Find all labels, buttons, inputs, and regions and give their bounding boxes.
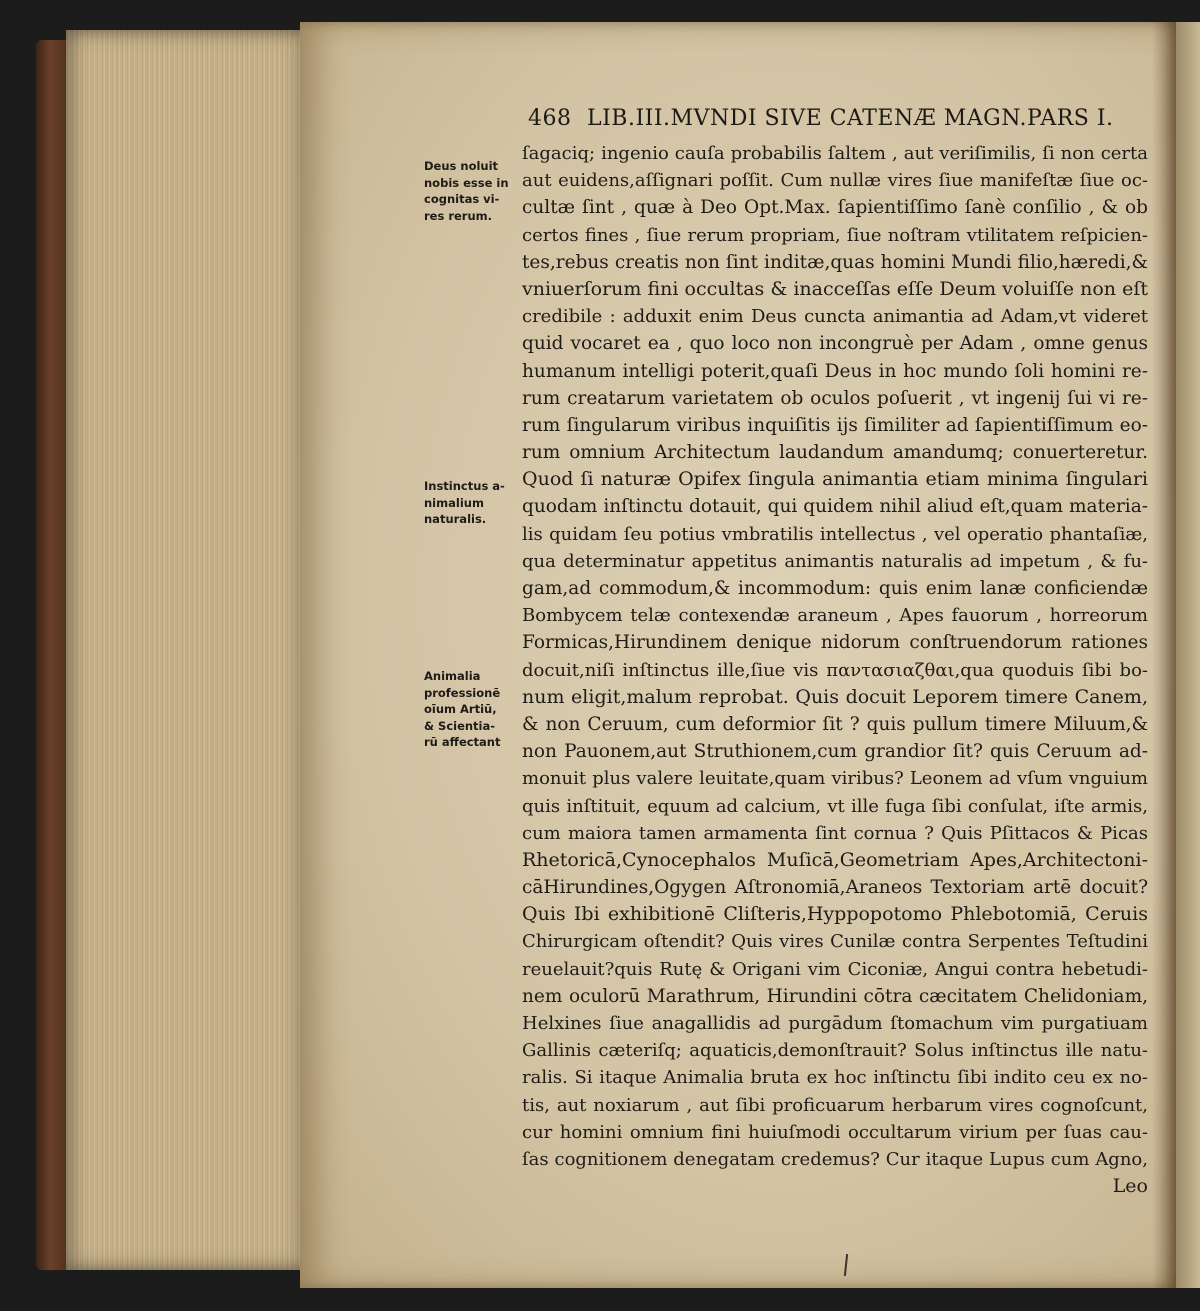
text-line: cāHirundines,Ogygen Aſtronomiā,Araneos Textoriam artē docuit? <box>522 877 1148 899</box>
text-line: Bombycem telæ contexendæ araneum , Apes fauorum , horreorum <box>522 605 1148 627</box>
margin-note-line: Animalia <box>424 669 481 683</box>
margin-note-line: nobis esse in <box>424 175 509 190</box>
text-line: quis inſtituit, equum ad calcium, vt ille fuga ſibi conſulat, iſte armis, <box>522 795 1148 817</box>
facing-page-edge <box>1176 22 1200 1288</box>
text-line: Gallinis cæteriſq; aquaticis,demonſtrauit? Solus inſtinctus ille natu- <box>522 1040 1148 1062</box>
text-line: gam,ad commodum,& incommodum: quis enim lanæ conficiendæ <box>522 578 1148 599</box>
text-line: quid vocaret ea , quo loco non incongruè per Adam , omne genus <box>522 333 1148 355</box>
book-page <box>300 22 1176 1288</box>
running-title: LIB.III.MVNDI SIVE CATENÆ MAGN.PARS I. <box>587 106 1114 131</box>
text-line: aut euidens,aſſignari poſſit. Cum nullæ vires ſiue manifeſtæ ſiue oc- <box>522 170 1148 192</box>
text-line: non Pauonem,aut Struthionem,cum grandior ſit? quis Ceruum ad- <box>522 741 1148 763</box>
text-line: cum maiora tamen armamenta ſint cornua ? Quis Pſittacos & Picas <box>522 822 1148 844</box>
text-line: humanum intelligi poterit,quaſi Deus in hoc mundo ſoli homini re- <box>522 360 1148 382</box>
text-line: certos fines , ſiue rerum propriam, ſiue noſtram vtilitatem reſpicien- <box>522 224 1148 246</box>
text-line: Helxines ſiue anagallidis ad purgādum ſtomachum vim purgatiuam <box>522 1013 1148 1034</box>
text-line: lis quidam ſeu potius vmbratilis intellectus , vel operatio phantaſiæ, <box>522 523 1148 545</box>
margin-note-line: rū affectant <box>424 735 501 749</box>
text-line: qua determinatur appetitus animantis naturalis ad impetum , & fu- <box>522 550 1148 572</box>
text-line: quodam inſtinctu dotauit, qui quidem nihil aliud eſt,quam materia- <box>522 496 1148 518</box>
text-line: cur homini omnium fini huiuſmodi occultarum virium per ſuas cau- <box>522 1121 1148 1143</box>
ink-mark <box>844 1254 848 1276</box>
text-line: num eligit,malum reprobat. Quis docuit Leporem timere Canem, <box>522 685 1148 708</box>
catchword: Leo <box>1112 1175 1148 1198</box>
margin-note-line: Instinctus a- <box>424 479 505 493</box>
text-line: & non Ceruum, cum deformior ſit ? quis pullum timere Miluum,& <box>522 713 1148 735</box>
margin-note-line: res rerum. <box>424 208 493 223</box>
margin-note-line: professionē <box>424 685 501 700</box>
text-line: rum ſingularum viribus inquiſitis ijs ſimiliter ad ſapientiſſimum eo- <box>522 414 1148 436</box>
margin-note <box>424 158 524 224</box>
margin-note-line: & Scientia- <box>424 718 496 733</box>
margin-note-line: nimalium <box>424 495 484 510</box>
text-line: reuelauit?quis Rutę & Origani vim Ciconiæ, Angui contra hebetudi- <box>522 958 1148 980</box>
margin-note <box>424 668 524 751</box>
text-line: nem oculorū Marathrum, Hirundini cōtra cæcitatem Chelidoniam, <box>522 985 1148 1007</box>
text-line: tis, aut noxiarum , aut ſibi proficuarum herbarum vires cognoſcunt, <box>522 1094 1148 1116</box>
text-line: vniuerſorum fini occultas & inacceſſas eſſe Deum voluiſſe non eſt <box>522 277 1148 300</box>
text-line: docuit,niſi inſtinctus ille,ſiue vis παντασιαζθαι,qua quoduis ſibi bo- <box>522 659 1148 681</box>
margin-note-line: Deus noluit <box>424 159 499 173</box>
text-line: rum omnium Architectum laudandum amandumq; conuerteretur. <box>522 442 1148 464</box>
margin-note-line: oīum Artiū, <box>424 702 497 716</box>
text-line: cultæ ſint , quæ à Deo Opt.Max. ſapientiſſimo ſanè conſilio , & ob <box>522 197 1148 219</box>
gutter-shadow <box>1152 22 1176 1288</box>
text-line: tes,rebus creatis non ſint inditæ,quas homini Mundi filio,hæredi,& <box>522 251 1148 273</box>
margin-note <box>424 478 524 528</box>
text-line: Quis Ibi exhibitionē Cliſteris,Hyppopotomo Phlebotomiā, Ceruis <box>522 903 1148 926</box>
running-header <box>528 106 1148 140</box>
page-number: 468 <box>528 106 572 131</box>
page-stack-edge <box>66 30 316 1270</box>
margin-note-line: naturalis. <box>424 512 487 526</box>
text-line: Rhetoricā,Cynocephalos Muſicā,Geometriam Apes,Architectoni- <box>522 848 1148 871</box>
margin-note-line: cognitas vi- <box>424 192 500 206</box>
text-line: Chirurgicam oſtendit? Quis vires Cunilæ contra Serpentes Teſtudini <box>522 931 1148 953</box>
text-line: ſagaciq; ingenio cauſa probabilis ſaltem , aut veriſimilis, ſi non certa <box>522 143 1148 164</box>
body-text <box>522 140 1148 1200</box>
text-line: ralis. Si itaque Animalia bruta ex hoc inſtinctu ſibi indito ceu ex no- <box>522 1067 1148 1089</box>
text-line: monuit plus valere leuitate,quam viribus? Leonem ad vſum vnguium <box>522 768 1148 790</box>
text-line: rum creatarum varietatem ob oculos poſuerit , vt ingenij ſui vi re- <box>522 387 1148 409</box>
text-line: Formicas,Hirundinem denique nidorum conſtruendorum rationes <box>522 632 1148 654</box>
text-line: credibile : adduxit enim Deus cuncta animantia ad Adam,vt videret <box>522 306 1148 328</box>
text-line: ſas cognitionem denegatam credemus? Cur itaque Lupus cum Agno, <box>522 1148 1148 1170</box>
text-line: Quod ſi naturæ Opifex ſingula animantia etiam minima ſingulari <box>522 468 1148 491</box>
